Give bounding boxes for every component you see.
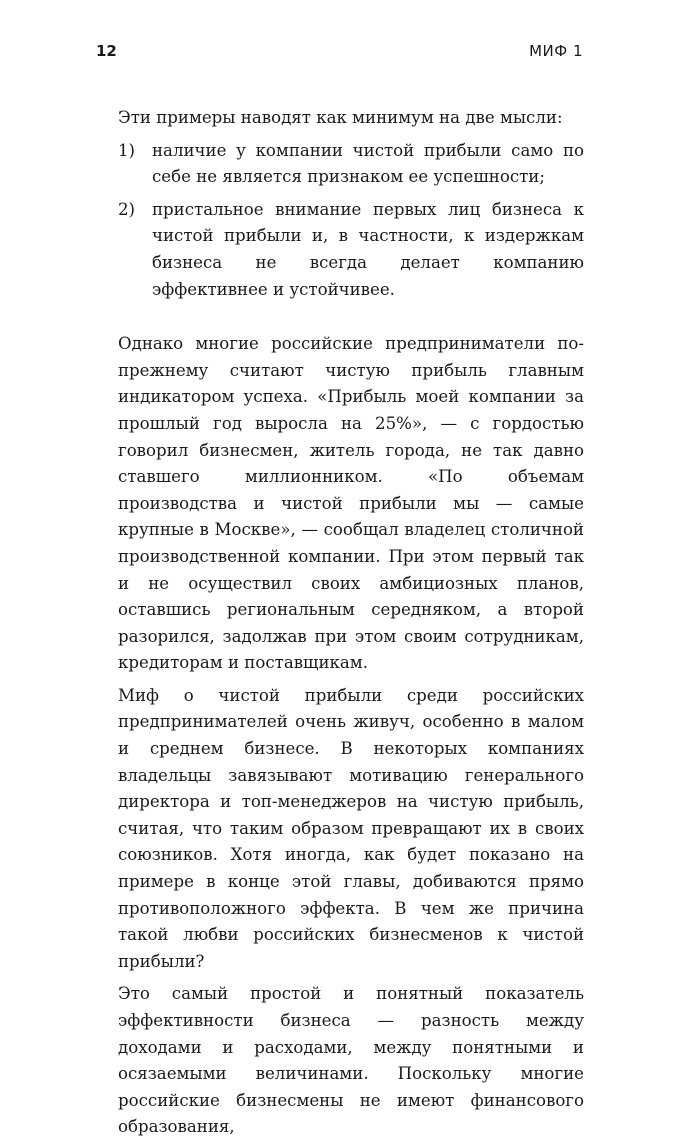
intro-text: Эти примеры наводят как минимум на две мысли: (118, 108, 563, 127)
paragraph: Миф о чистой прибыли среди российских предпринимателей очень живуч, особенно в малом и среднем бизнесе. В некоторых компаниях владельцы завязывают мотивацию генерального директора и топ-менеджеров на чистую прибыль, считая, что таким образом превращают их в своих союзников. Хотя иногда, как будет показано на примере в конце этой главы, добиваются прямо противоположного эффекта. В чем же причина такой любви российских бизнесменов к чистой прибыли? (118, 685, 584, 971)
page-number: 12 (96, 42, 117, 60)
list-item (118, 138, 584, 191)
list-item-text: наличие у компании чистой прибыли само по себе не является признаком ее успешности; (152, 140, 584, 187)
paragraph: Это самый простой и понятный показатель эффективности бизнеса — разность между доходами и расходами, между понятными и осязаемыми величинами. Поскольку многие российские бизнесмены не имеют финансового образования, (118, 984, 584, 1137)
list-item-number: 2) (118, 199, 136, 219)
list-item-number: 1) (118, 140, 136, 160)
chapter-label: МИФ 1 (529, 42, 583, 60)
list-item-text: пристальное внимание первых лиц бизнеса к чистой прибыли и, в частности, к издержкам бизнеса не всегда делает компанию эффективнее и устойчивее. (152, 199, 584, 299)
page-header (96, 42, 583, 66)
page-body (118, 105, 584, 1141)
paragraph: Однако многие российские предприниматели по-прежнему считают чистую прибыль главным индикатором успеха. «Прибыль моей компании за прошлый год выросла на 25%», — с гордостью говорил бизнесмен, житель города, не так давно ставшего миллионником. «По объемам производства и чистой прибыли мы — самые крупные в Москве», — сообщал владелец столичной производственной компании. При этом первый так и не осуществил своих амбициозных планов, оставшись региональным середняком, а второй разорился, задолжав при этом своим сотрудникам, кредиторам и поставщикам. (118, 334, 584, 673)
list-item (118, 197, 584, 303)
